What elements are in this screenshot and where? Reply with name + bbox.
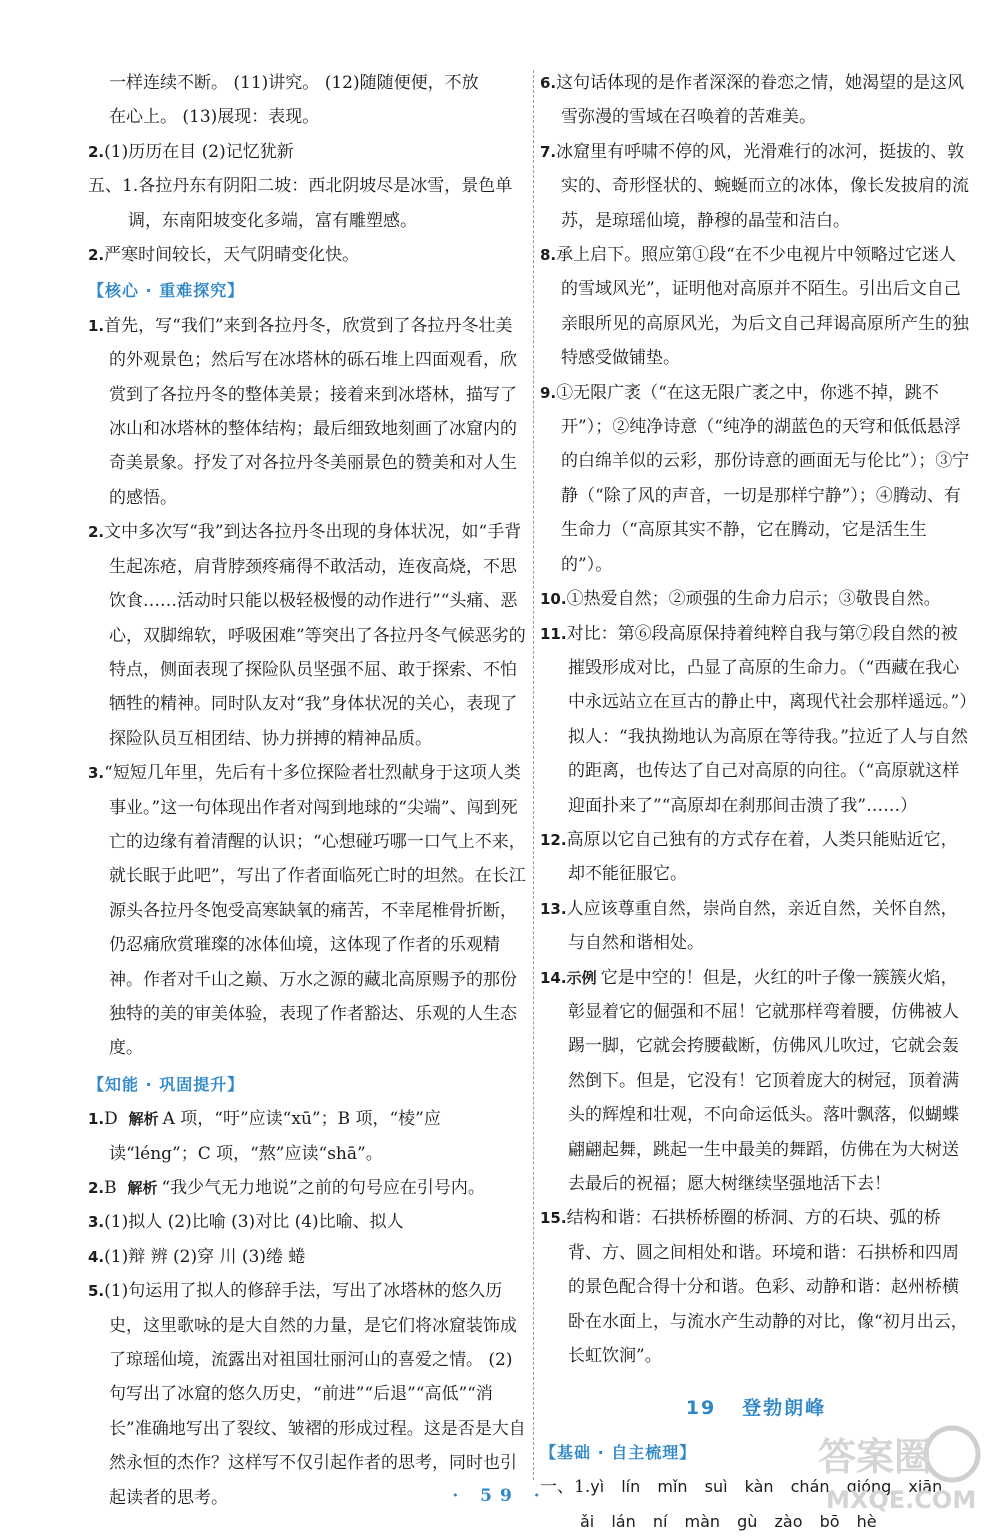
answer-item: 5.(1)句运用了拟人的修辞手法，写出了冰塔林的悠久历史，这里歌咏的是大自然的力量，是它们将冰窟装饰成了琼瑶仙境，流露出对祖国壮丽河山的喜爱之情。 (2)句写出了冰窟的悠久历史，“前进”“后退”“高低”“消长”准确地写出了裂纹、皱褶的形成过程。这是否是大自然永恒的杰作？这样写不仅引起作者的思考，同时也引起读者的思考。 [88, 1281, 526, 1508]
watermark-logo-icon [812, 1420, 984, 1515]
answer-item: 8.承上启下。照应第①段“在不少电视片中领略过它迷人的雪域风光”，证明他对高原并不陌生。引出后文自己亲眼所见的高原风光，为后文自己拜谒高原所产生的独特感受做铺垫。 [540, 245, 969, 369]
left-column [88, 66, 528, 1515]
answer-item: 2.严寒时间较长，天气阴晴变化快。 [88, 245, 360, 266]
answer-item: 2.B 解析 “我少气无力地说”之前的句号应在引号内。 [88, 1178, 485, 1198]
right-column [540, 66, 977, 1539]
watermark-text: 答案圈 [818, 1435, 933, 1479]
section-heading: 【核心 · 重难探究】 [88, 281, 245, 301]
answer-item: 1.首先，写“我们”来到各拉丹冬，欣赏到了各拉丹冬壮美的外观景色；然后写在冰塔林的砾石堆上四面观看，欣赏到了各拉丹冬的整体美景；接着来到冰塔林，描写了冰山和冰塔林的整体结构；最后细致地刻画了冰窟内的奇美景象。抒发了对各拉丹冬美丽景色的赞美和对人生的感悟。 [88, 315, 517, 508]
line: 一样连续不断。 (11)讲究。 (12)随随便便，不放 [109, 73, 479, 93]
answer-item: 14.示例 它是中空的！但是，火红的叶子像一簇簇火焰，彰显着它的倔强和不屈！它就那样弯着腰，仿佛被人踢一脚，它就会挎腰截断，仿佛风儿吹过，它就会轰然倒下。但是，它没有！它顶着庞大的树冠，顶着满头的辉煌和壮观，不向命运低头。落叶飘落，似蝴蝶翩翩起舞，跳起一生中最美的舞蹈，仿佛在为大树送去最后的祝福；愿大树继续坚强地活下去！ [540, 967, 959, 1194]
answer-item: 10.①热爱自然；②顽强的生命力启示；③敬畏自然。 [540, 589, 941, 610]
answer-item: 1.D 解析 A 项，“吁”应读“xū”；B 项，“棱”应读“léng”；C 项，“熬”应读“shā”。 [88, 1109, 441, 1164]
pinyin-answer: 一、1.yì lín mǐn suì kàn chán qióng xiān [540, 1477, 943, 1498]
lesson-title: 19 登勃朗峰 [685, 1397, 827, 1420]
answer-item: 6.这句话体现的是作者深深的眷恋之情，她渴望的是这风雪弥漫的雪域在召唤着的苦难美。 [540, 73, 965, 128]
line: 在心上。 (13)展现：表现。 [109, 107, 320, 128]
answer-item: 五、1.各拉丹东有阴阳二坡：西北阴坡尽是冰雪，景色单调，东南阳坡变化多端，富有雕塑感。 [88, 176, 513, 231]
answer-item: 2.文中多次写“我”到达各拉丹冬出现的身体状况，如“手背生起冻疮，肩背脖颈疼痛得不敢活动，连夜高烧，不思饮食……活动时只能以极轻极慢的动作进行”“头痛、恶心，双脚绵软，呼吸困难”等突出了各拉丹冬气候恶劣的特点，侧面表现了探险队员坚强不屈、敢于探索、不怕牺牲的精神。同时队友对“我”身体状况的关心，表现了探险队员互相团结、协力拼搏的精神品质。 [88, 522, 526, 749]
answer-item: 4.(1)辩 辨 (2)穿 川 (3)绻 蜷 [88, 1246, 306, 1267]
column-divider [533, 70, 534, 1480]
pinyin-answer-line: ǎi lán ní màn gù zào bō hè [580, 1511, 877, 1531]
answer-item: 7.冰窟里有呼啸不停的风，光滑难行的冰河，挺拔的、敦实的、奇形怪状的、蜿蜒而立的冰体，像长发披肩的流苏，是琼瑶仙境，静穆的晶莹和洁白。 [540, 141, 969, 231]
watermark-url: MXQE.COM [826, 1486, 977, 1514]
answer-item: 3.(1)拟人 (2)比喻 (3)对比 (4)比喻、拟人 [88, 1212, 404, 1233]
answer-item: 11.对比：第⑥段高原保持着纯粹自我与第⑦段自然的被摧毁形成对比，凸显了高原的生命力。（“西藏在我心中永远站立在亘古的静止中，离现代社会那样遥远。”） [540, 623, 977, 713]
section-heading: 【知能 · 巩固提升】 [88, 1074, 245, 1094]
answer-item: 3.“短短几年里，先后有十多位探险者壮烈献身于这项人类事业。”这一句体现出作者对闯到地球的“尖端”、闯到死亡的边缘有着清醒的认识；“心想碰巧哪一口气上不来，就长眠于此吧”，写出了作者面临死亡时的坦然。在长江源头各拉丹冬饱受高寒缺氧的痛苦，不幸尾椎骨折断，仍忍痛欣赏璀璨的冰体仙境，这体现了作者的乐观精神。作者对千山之巅、万水之源的藏北高原赐予的那份独特的美的审美体验，表现了作者豁达、乐观的人生态度。 [88, 763, 526, 1059]
answer-item: 15.结构和谐：石拱桥桥圈的桥洞、方的石块、弧的桥背、方、圆之间相处和谐。环境和谐：石拱桥和四周的景色配合得十分和谐。色彩、动静和谐：赵州桥横卧在水面上，与流水产生动静的对比，像“初月出云，长虹饮涧”。 [540, 1208, 968, 1367]
answer-item: 9.①无限广袤（“在这无限广袤之中，你逃不掉，跳不开”）；②纯净诗意（“纯净的湖蓝色的天穹和低低悬浮的白绵羊似的云彩，那份诗意的画面无与伦比”）；③宁静（“除了风的声音，一切是那样宁静”）；④腾动、有生命力（“高原其实不静，它在腾动，它是活生生的”）。 [540, 382, 970, 575]
answer-item: 13.人应该尊重自然，崇尚自然，亲近自然，关怀自然，与自然和谐相处。 [540, 898, 958, 954]
section-heading: 【基础 · 自主梳理】 [540, 1442, 697, 1462]
answer-item: 2.(1)历历在目 (2)记忆犹新 [88, 141, 294, 162]
answer-continuation: 拟人：“我执拗地认为高原在等待我。”拉近了人与自然的距离，也传达了自己对高原的向往。（“高原就这样迎面扑来了”“高原却在刹那间击溃了我”……） [568, 726, 968, 816]
answer-item: 12.高原以它自己独有的方式存在着，人类只能贴近它，却不能征服它。 [540, 829, 958, 885]
page-number: · 59 · [452, 1486, 548, 1506]
